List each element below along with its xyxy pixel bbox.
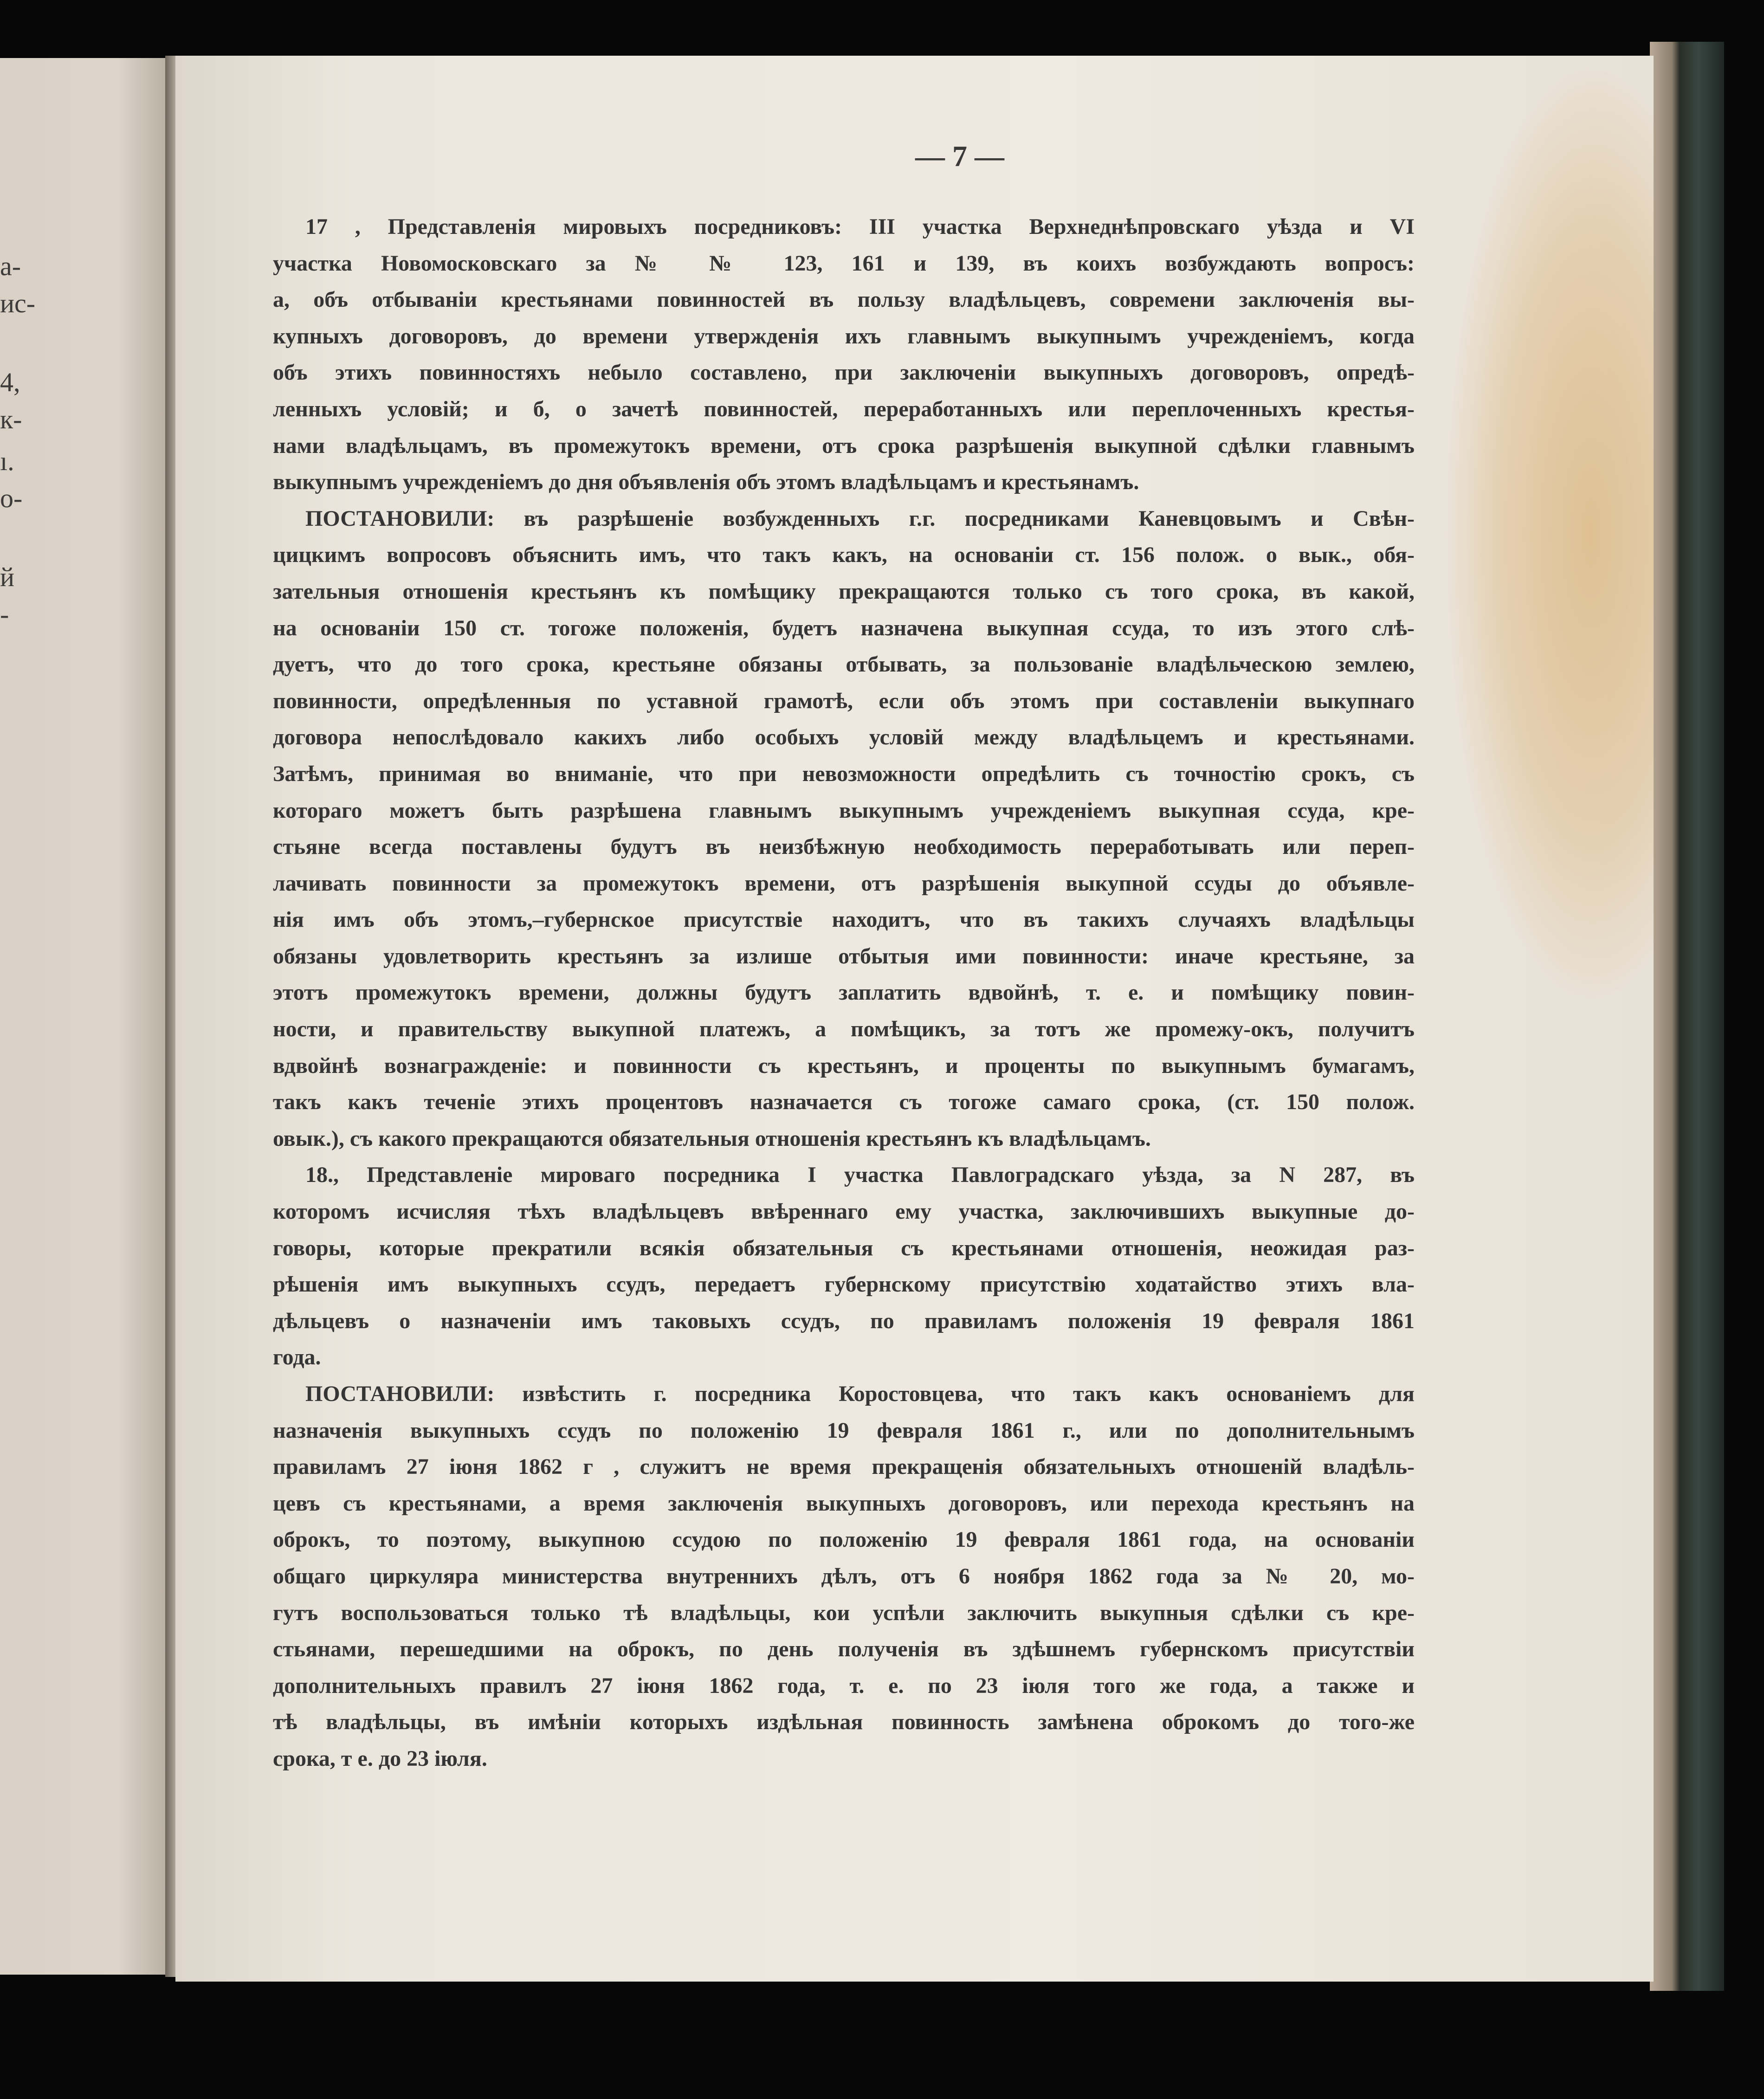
left-page-fragment: к- [0,404,22,434]
text-line: такъ какъ теченіе этихъ процентовъ назначается съ тогоже самаго срока, (ст. 150 полож. [273,1090,1415,1115]
text-line: котораго можетъ быть разрѣшена главнымъ выкупнымъ учрежденіемъ выкупная ссуда, кре- [273,798,1415,823]
text-line: срока, т е. до 23 іюля. [273,1746,487,1771]
text-line: зательныя отношенія крестьянъ къ помѣщику прекращаются только съ того срока, въ какой, [273,579,1415,604]
text-line: овык.), съ какого прекращаются обязательныя отношенія крестьянъ къ владѣльцамъ. [273,1126,1151,1151]
text-line: дополнительныхъ правилъ 27 іюня 1862 года, т. е. по 23 іюля того же года, а также и [273,1673,1415,1698]
text-line: стьянами, перешедшими на оброкъ, по день полученія въ здѣшнемъ губернскомъ присутствіи [273,1637,1415,1662]
text-line: выкупнымъ учрежденіемъ до дня объявленія объ этомъ владѣльцамъ и крестьянамъ. [273,470,1139,495]
text-line: участка Новомосковскаго за № № 123, 161 и 139, въ коихъ возбуждають вопросъ: [273,251,1415,276]
text-line: тѣ владѣльцы, въ имѣніи которыхъ издѣльная повинность замѣнена оброкомъ до того-же [273,1710,1415,1735]
water-stain [1447,70,1654,998]
paragraph-17-request [273,209,1415,501]
text-line: ПОСТАНОВИЛИ: извѣстить г. посредника Коростовцева, что такъ какъ основаніемъ для [305,1382,1415,1406]
paragraph-resolution-2 [273,1376,1415,1777]
text-line: которомъ исчисляя тѣхъ владѣльцевъ ввѣреннаго ему участка, заключившихъ выкупные до- [273,1199,1415,1224]
text-line: рѣшенія имъ выкупныхъ ссудъ, передаетъ губернскому присутствію ходатайство этихъ вла- [273,1272,1415,1297]
text-line: дѣльцевъ о назначеніи имъ таковыхъ ссудъ, по правиламъ положенія 19 февраля 1861 [273,1308,1415,1333]
text-line: правиламъ 27 іюня 1862 г , служитъ не время прекращенія обязательныхъ отношеній владѣль- [273,1454,1415,1479]
left-page-fragment: ı. [0,446,14,476]
text-line: ленныхъ условій; и б, о зачетѣ повинностей, переработанныхъ или переплоченныхъ крестья- [273,396,1415,421]
text-line: говоры, которые прекратили всякія обязательныя съ крестьянами отношенія, неожидая раз- [273,1235,1415,1260]
text-line: лачивать повинности за промежутокъ времени, отъ разрѣшенія выкупной ссуды до объявле- [273,871,1415,896]
page-number: — 7 — [915,140,1004,173]
document-body [273,209,1415,1777]
text-line: 17 , Представленія мировыхъ посредниковъ: III участка Верхнеднѣпровскаго уѣзда и VI [305,214,1415,239]
text-line: Затѣмъ, принимая во вниманіе, что при невозможности опредѣлить съ точностію срокъ, съ [273,761,1415,786]
text-line: на основаніи 150 ст. тогоже положенія, будетъ назначена выкупная ссуда, то изъ этого слѣ- [273,615,1415,640]
text-line: 18., Представленіе мироваго посредника I участка Павлоградскаго уѣзда, за N 287, въ [305,1163,1415,1188]
text-line: вдвойнѣ вознагражденіе: и повинности съ крестьянъ, и проценты по выкупнымъ бумагамъ, [273,1053,1415,1078]
document-page [175,56,1654,1982]
text-line: года. [273,1345,321,1370]
left-page-fragment: й [0,562,15,592]
paragraph-18-request [273,1157,1415,1376]
text-line: объ этихъ повинностяхъ небыло составлено, при заключеніи выкупныхъ договоровъ, опредѣ- [273,360,1415,385]
text-line: назначенія выкупныхъ ссудъ по положенію 19 февраля 1861 г., или по дополнительнымъ [273,1418,1415,1443]
text-line: оброкъ, то поэтому, выкупною ссудою по положенію 19 февраля 1861 года, на основаніи [273,1527,1415,1552]
text-line: дуетъ, что до того срока, крестьяне обязаны отбывать, за пользованіе владѣльческою землею, [273,652,1415,677]
text-line: купныхъ договоровъ, до времени утвержденія ихъ главнымъ выкупнымъ учрежденіемъ, когда [273,323,1415,349]
paragraph-resolution-1 [273,501,1415,1157]
left-page-fragment: 4, [0,367,20,397]
left-page-edge [0,58,170,1975]
text-line: этотъ промежутокъ времени, должны будутъ заплатить вдвойнѣ, т. е. и помѣщику повин- [273,980,1415,1005]
left-page-fragment: о- [0,483,23,513]
text-line: нія имъ объ этомъ,–губернское присутствіе находитъ, что въ такихъ случаяхъ владѣльцы [273,907,1415,932]
left-page-fragment: ис- [0,288,36,318]
text-line: ности, и правительству выкупной платежъ, а помѣщикъ, за тотъ же промежу-окъ, получитъ [273,1017,1415,1042]
text-line: повинности, опредѣленныя по уставной грамотѣ, если объ этомъ при составленіи выкупнаго [273,688,1415,713]
text-line: общаго циркуляра министерства внутреннихъ дѣлъ, отъ 6 ноября 1862 года за № 20, мо- [273,1563,1415,1589]
left-page-fragment: - [0,599,9,629]
text-line: договора непослѣдовало какихъ либо особыхъ условій между владѣльцемъ и крестьянами. [273,725,1415,750]
text-line: ПОСТАНОВИЛИ: въ разрѣшеніе возбужденныхъ г.г. посредниками Каневцовымъ и Свѣн- [305,506,1415,531]
text-line: гутъ воспользоваться только тѣ владѣльцы, кои успѣли заключить выкупныя сдѣлки съ кре- [273,1600,1415,1625]
text-line: цевъ съ крестьянами, а время заключенія выкупныхъ договоровъ, или перехода крестьянъ на [273,1491,1415,1516]
text-line: а, объ отбываніи крестьянами повинностей въ пользу владѣльцевъ, современи заключенія вы- [273,287,1415,312]
left-page-fragment: а- [0,251,21,281]
text-line: нами владѣльцамъ, въ промежутокъ времени, отъ срока разрѣшенія выкупной сдѣлки главнымъ [273,433,1415,458]
book-binding-edge [1650,42,1724,1991]
text-line: обязаны удовлетворить крестьянъ за излише отбытыя ими повинности: иначе крестьяне, за [273,943,1415,969]
text-line: стьяне всегда поставлены будутъ въ неизбѣжную необходимость переработывать или переп- [273,834,1415,859]
text-line: цицкимъ вопросовъ объяснить имъ, что такъ какъ, на основаніи ст. 156 полож. о вык., обя- [273,543,1415,568]
